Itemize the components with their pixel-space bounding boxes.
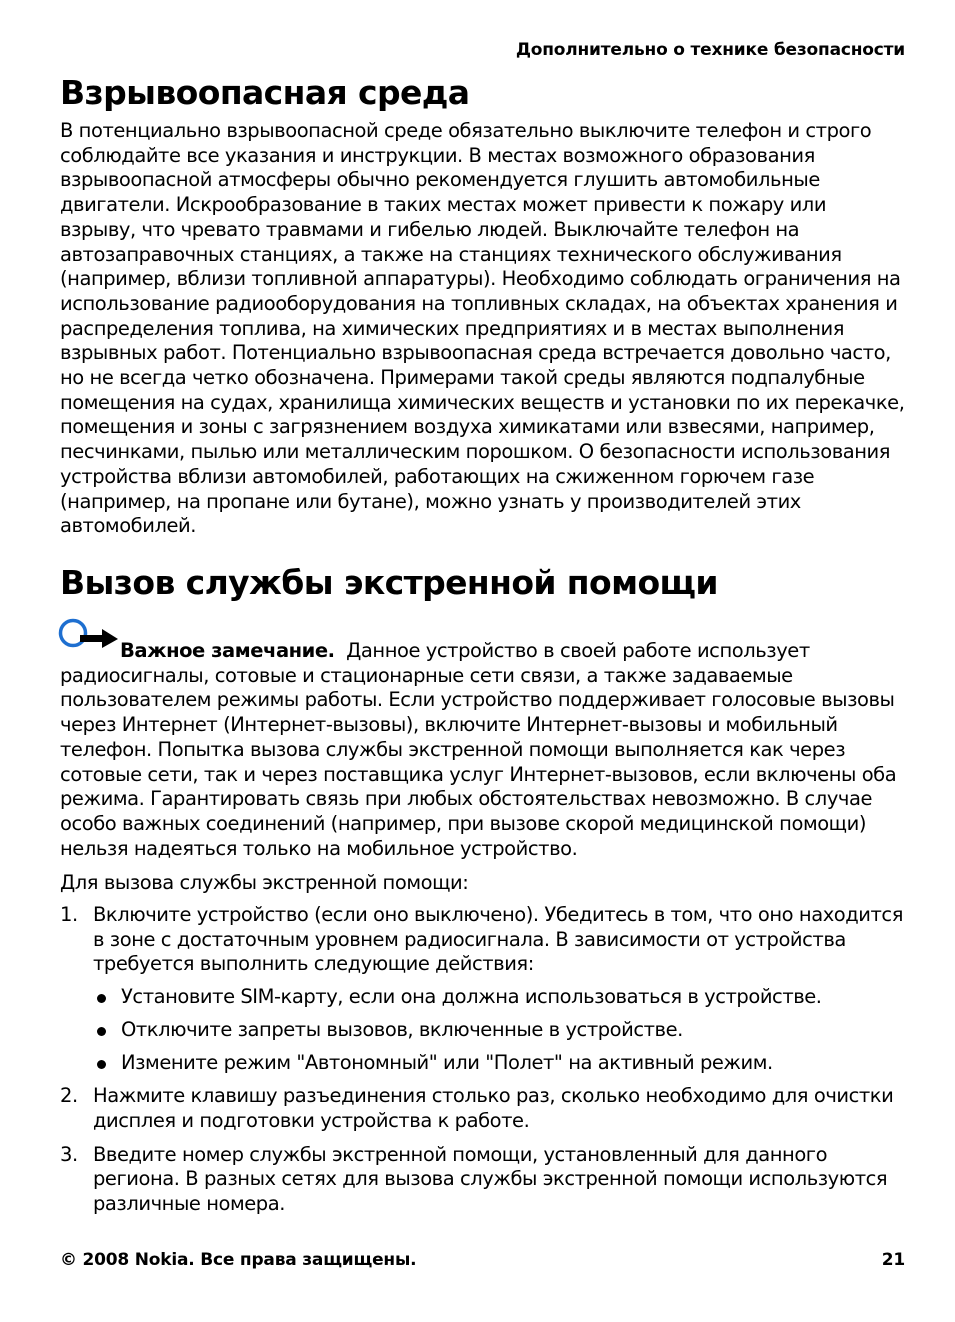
- step-number: 3.: [60, 1142, 78, 1166]
- step-text: Нажмите клавишу разъединения столько раз, сколько необходимо для очистки дисплея и подготовки устройства к работе.: [93, 1084, 894, 1132]
- emergency-steps: [60, 903, 905, 1217]
- bullet-text: Отключите запреты вызовов, включенные в устройстве.: [121, 1017, 683, 1041]
- important-note-label: Важное замечание.: [120, 639, 335, 662]
- running-header: Дополнительно о технике безопасности: [515, 40, 905, 60]
- important-note-text: Данное устройство в своей работе использует радиосигналы, сотовые и стационарные сети связи, а также задаваемые пользователем режимы работы. Если устройство поддерживает голосовые вызовы через Интернет (Интернет-вызовы), включите Интернет-вызовы и мобильный телефон. Попытка вызова службы экстренной помощи выполняется как через сотовые сети, так и через поставщика услуг Интернет-вызовов, если включены оба режима. Гарантировать связь при любых обстоятельствах невозможно. В случае особо важных соединений (например, при вызове скорой медицинской помощи) нельзя надеяться только на мобильное устройство.: [60, 639, 897, 860]
- important-note: [60, 639, 905, 861]
- bullet-item: [93, 1051, 905, 1076]
- step-number: 2.: [60, 1084, 78, 1108]
- bullet-icon: [97, 1060, 106, 1069]
- step-item: [60, 1143, 905, 1217]
- bullet-text: Измените режим "Автономный" или "Полет" на активный режим.: [121, 1050, 773, 1074]
- bullet-icon: [97, 994, 106, 1003]
- step-text: Включите устройство (если оно выключено). Убедитесь в том, что оно находится в зоне с достаточным уровнем радиосигнала. В зависимости от устройства требуется выполнить следующие действия:: [93, 903, 903, 976]
- step-bullet-list: [93, 985, 905, 1075]
- page-number: 21: [881, 1250, 905, 1270]
- step-item: [60, 903, 905, 1075]
- step-number: 1.: [60, 903, 78, 926]
- bullet-icon: [97, 1027, 106, 1036]
- bullet-text: Установите SIM-карту, если она должна использоваться в устройстве.: [121, 985, 822, 1009]
- step-text: Введите номер службы экстренной помощи, установленный для данного региона. В разных сетях для вызова службы экстренной помощи используются различные номера.: [93, 1142, 888, 1216]
- emergency-intro: Для вызова службы экстренной помощи:: [60, 871, 469, 894]
- bullet-item: [93, 985, 905, 1010]
- bullet-item: [93, 1018, 905, 1043]
- copyright-notice: © 2008 Nokia. Все права защищены.: [60, 1250, 417, 1270]
- step-item: [60, 1084, 905, 1133]
- explosive-paragraph: В потенциально взрывоопасной среде обязательно выключите телефон и строго соблюдайте все указания и инструкции. В местах возможного образования взрывоопасной атмосферы обычно рекомендуется глушить автомобильные двигатели. Искрообразование в таких местах может привести к пожару или взрыву, что чревато травмами и гибелью людей. Выключайте телефон на автозаправочных станциях, а также на станциях технического обслуживания (например, вблизи топливной аппаратуры). Необходимо соблюдать ограничения на использование радиооборудования на топливных складах, на объектах хранения и распределения топлива, на химических предприятиях и в местах выполнения взрывных работ. Потенциально взрывоопасная среда встречается довольно часто, но не всегда четко обозначена. Примерами такой среды являются подпалубные помещения на судах, хранилища химических веществ и установки по их перекачке, помещения и зоны с загрязнением воздуха химикатами или взвесями, например, песчинками, пылью или металлическим порошком. О безопасности использования устройства вблизи автомобилей, работающих на сжиженном горючем газе (например, на пропане или бутане), можно узнать у производителей этих автомобилей.: [60, 119, 905, 538]
- section-title-emergency: Вызов службы экстренной помощи: [60, 563, 718, 602]
- important-note-icon: [58, 615, 120, 651]
- section-title-explosive: Взрывоопасная среда: [60, 73, 470, 112]
